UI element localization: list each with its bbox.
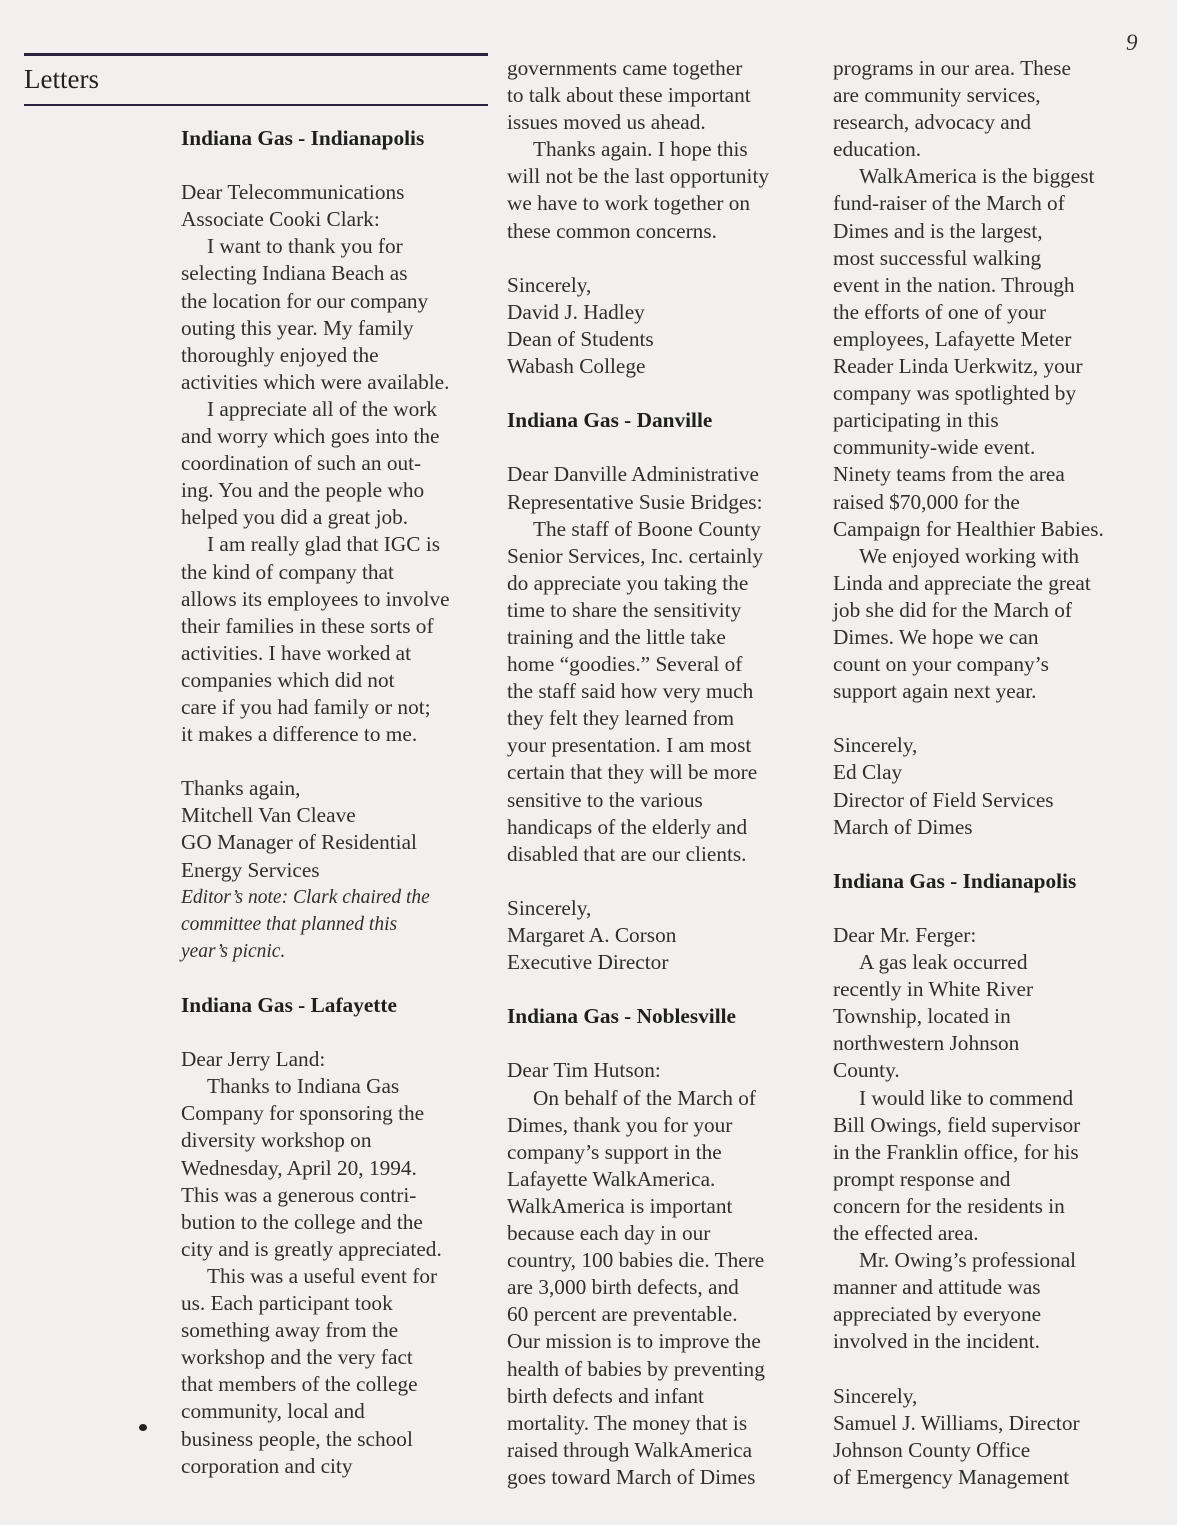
body-text-line: David J. Hadley [507, 299, 645, 324]
body-text-line: selecting Indiana Beach as [181, 261, 408, 286]
body-text-line: it makes a difference to me. [181, 722, 418, 747]
body-text-line: something away from the [181, 1318, 399, 1343]
body-text-line: these common concerns. [507, 218, 717, 243]
editors-note-line: year’s picnic. [181, 940, 286, 962]
body-text-line: Township, located in [833, 1004, 1011, 1029]
paragraph-gap [181, 748, 491, 775]
section-title: Letters [24, 64, 99, 94]
paragraph-gap [181, 965, 491, 992]
body-text-line: Senior Services, Inc. certainly [507, 543, 764, 568]
column-right [833, 55, 1143, 1491]
body-text-line: 60 percent are preventable. [507, 1302, 738, 1327]
paragraph-gap [833, 841, 1143, 868]
body-text-line: Sincerely, [833, 1383, 918, 1408]
body-text-line: involved in the incident. [833, 1329, 1041, 1354]
body-text-line: Thanks again. I hope this [533, 137, 748, 162]
body-text-line: Wabash College [507, 354, 646, 379]
body-text-line: the location for our company [181, 288, 429, 313]
body-text-line: most successful walking [833, 245, 1042, 270]
body-text-line: Our mission is to improve the [507, 1329, 761, 1354]
body-text-line: governments came together [507, 56, 743, 80]
body-text-line: birth defects and infant [507, 1383, 704, 1408]
body-text-line: will not be the last opportunity [507, 164, 770, 189]
body-text-line: Reader Linda Uerkwitz, your [833, 354, 1083, 379]
body-text-line: Margaret A. Corson [507, 923, 677, 947]
letter-heading: Indiana Gas - Noblesville [507, 1004, 736, 1029]
body-text-line: employees, Lafayette Meter [833, 326, 1072, 351]
body-text-line: bution to the college and the [181, 1209, 423, 1234]
paragraph-gap [833, 895, 1143, 922]
body-text-line: companies which did not [181, 667, 395, 692]
body-text-line: raised through WalkAmerica [507, 1437, 753, 1462]
print-speck [139, 1424, 147, 1431]
body-text-line: to talk about these important [507, 83, 751, 108]
body-text-line: appreciated by everyone [833, 1302, 1042, 1327]
body-text-line: manner and attitude was [833, 1275, 1041, 1300]
body-text-line: diversity workshop on [181, 1128, 372, 1153]
body-text-line: community, local and [181, 1399, 365, 1424]
letter-heading: Indiana Gas - Indianapolis [833, 868, 1077, 893]
body-text-line: count on your company’s [833, 652, 1049, 677]
paragraph-gap [507, 868, 812, 895]
body-text-line: Ed Clay [833, 760, 903, 785]
body-text-line: outing this year. My family [181, 315, 414, 340]
body-text-line: in the Franklin office, for his [833, 1139, 1079, 1164]
paragraph-gap [507, 976, 812, 1003]
body-text-line: your presentation. I am most [507, 733, 752, 758]
body-text-line: On behalf of the March of [533, 1085, 756, 1110]
body-text-line: I am really glad that IGC is [207, 532, 441, 557]
body-text-line: their families in these sorts of [181, 613, 434, 638]
body-text-line: We enjoyed working with [859, 543, 1080, 568]
body-text-line: education. [833, 137, 922, 162]
body-text-line: allows its employees to involve [181, 586, 450, 611]
body-text-line: research, advocacy and [833, 110, 1032, 135]
body-text-line: us. Each participant took [181, 1291, 393, 1316]
body-text-line: Dean of Students [507, 326, 654, 351]
editors-note-line: committee that planned this [181, 913, 398, 935]
body-text-line: company’s support in the [507, 1139, 722, 1164]
body-text-line: GO Manager of Residential [181, 830, 417, 855]
letter-heading: Indiana Gas - Danville [507, 408, 713, 433]
paragraph-gap [833, 1356, 1143, 1383]
body-text-line: do appreciate you taking the [507, 570, 749, 595]
body-text-line: fund-raiser of the March of [833, 191, 1065, 216]
body-text-line: Sincerely, [507, 895, 592, 920]
body-text-line: community-wide event. [833, 435, 1036, 460]
body-text-line: handicaps of the elderly and [507, 814, 748, 839]
body-text-line: A gas leak occurred [859, 950, 1028, 975]
body-text-line: Dear Mr. Ferger: [833, 923, 977, 947]
body-text-line: Representative Susie Bridges: [507, 489, 763, 514]
paragraph-gap [181, 1019, 491, 1046]
letter-heading: Indiana Gas - Indianapolis [181, 126, 425, 150]
body-text-line: they felt they learned from [507, 706, 735, 731]
section-rule-bottom [24, 104, 488, 106]
body-text-line: Executive Director [507, 950, 669, 975]
body-text-line: ing. You and the people who [181, 478, 425, 503]
body-text-line: Dear Danville Administrative [507, 462, 759, 487]
body-text-line: This was a useful event for [207, 1263, 438, 1288]
body-text-line: Campaign for Healthier Babies. [833, 516, 1104, 541]
body-text-line: Sincerely, [833, 733, 918, 758]
body-text-line: WalkAmerica is important [507, 1193, 733, 1218]
body-text-line: Ninety teams from the area [833, 462, 1065, 487]
paragraph-gap [833, 705, 1143, 732]
body-text-line: care if you had family or not; [181, 694, 431, 719]
letter-heading: Indiana Gas - Lafayette [181, 993, 397, 1017]
body-text-line: company was spotlighted by [833, 381, 1077, 406]
body-text-line: that members of the college [181, 1372, 418, 1397]
body-text-line: northwestern Johnson [833, 1031, 1020, 1056]
body-text-line: Company for sponsoring the [181, 1101, 425, 1126]
column-middle [507, 55, 812, 1491]
body-text-line: I appreciate all of the work [207, 396, 438, 421]
body-text-line: concern for the residents in [833, 1193, 1065, 1218]
body-text-line: Wednesday, April 20, 1994. [181, 1155, 417, 1180]
body-text-line: issues moved us ahead. [507, 110, 706, 135]
body-text-line: are community services, [833, 83, 1041, 108]
body-text-line: Dear Telecommunications [181, 180, 405, 205]
body-text-line: sensitive to the various [507, 787, 703, 812]
body-text-line: training and the little take [507, 624, 726, 649]
body-text-line: workshop and the very fact [181, 1345, 413, 1370]
body-text-line: Thanks again, [181, 776, 301, 801]
body-text-line: disabled that are our clients. [507, 841, 747, 866]
body-text-line: Mr. Owing’s professional [859, 1248, 1077, 1273]
body-text-line: Bill Owings, field supervisor [833, 1112, 1081, 1137]
body-text-line: time to share the sensitivity [507, 597, 742, 622]
body-text-line: Samuel J. Williams, Director [833, 1410, 1080, 1435]
body-text-line: WalkAmerica is the biggest [859, 164, 1095, 189]
body-text-line: Johnson County Office [833, 1437, 1031, 1462]
body-text-line: and worry which goes into the [181, 424, 440, 449]
body-text-line: Dear Jerry Land: [181, 1047, 326, 1072]
body-text-line: raised $70,000 for the [833, 489, 1020, 514]
body-text-line: home “goodies.” Several of [507, 652, 743, 677]
body-text-line: goes toward March of Dimes [507, 1464, 756, 1489]
body-text-line: country, 100 babies die. There [507, 1248, 765, 1273]
body-text-line: Dimes, thank you for your [507, 1112, 733, 1137]
body-text-line: support again next year. [833, 679, 1037, 704]
body-text-line: because each day in our [507, 1221, 711, 1246]
body-text-line: activities. I have worked at [181, 640, 412, 665]
body-text-line: the kind of company that [181, 559, 394, 584]
editors-note-line: Editor’s note: Clark chaired the [181, 886, 430, 908]
paragraph-gap [507, 380, 812, 407]
body-text-line: Dear Tim Hutson: [507, 1058, 661, 1083]
body-text-line: job she did for the March of [833, 597, 1072, 622]
body-text-line: corporation and city [181, 1453, 353, 1478]
body-text-line: Dimes and is the largest, [833, 218, 1043, 243]
paragraph-gap [181, 152, 491, 179]
body-text-line: programs in our area. These [833, 56, 1071, 80]
body-text-line: we have to work together on [507, 191, 751, 216]
body-text-line: event in the nation. Through [833, 272, 1075, 297]
body-text-line: Associate Cooki Clark: [181, 207, 380, 232]
body-text-line: the staff said how very much [507, 679, 754, 704]
paragraph-gap [507, 1030, 812, 1057]
page-number: 9 [1126, 30, 1138, 55]
body-text-line: Sincerely, [507, 272, 592, 297]
body-text-line: the effected area. [833, 1221, 979, 1246]
body-text-line: city and is greatly appreciated. [181, 1236, 442, 1261]
body-text-line: Lafayette WalkAmerica. [507, 1166, 716, 1191]
body-text-line: Director of Field Services [833, 787, 1054, 812]
body-text-line: health of babies by preventing [507, 1356, 765, 1381]
body-text-line: Dimes. We hope we can [833, 624, 1039, 649]
body-text-line: mortality. The money that is [507, 1410, 748, 1435]
body-text-line: March of Dimes [833, 814, 973, 839]
body-text-line: coordination of such an out- [181, 451, 422, 476]
body-text-line: thoroughly enjoyed the [181, 342, 379, 367]
body-text-line: This was a generous contri- [181, 1182, 417, 1207]
body-text-line: Mitchell Van Cleave [181, 803, 356, 828]
body-text-line: prompt response and [833, 1166, 1011, 1191]
body-text-line: Energy Services [181, 857, 320, 882]
body-text-line: the efforts of one of your [833, 299, 1047, 324]
paragraph-gap [507, 434, 812, 461]
section-rule-top [24, 53, 488, 56]
body-text-line: business people, the school [181, 1426, 413, 1451]
paragraph-gap [507, 245, 812, 272]
body-text-line: Linda and appreciate the great [833, 570, 1091, 595]
body-text-line: County. [833, 1058, 900, 1083]
body-text-line: The staff of Boone County [533, 516, 761, 541]
body-text-line: I want to thank you for [207, 234, 403, 259]
column-left [181, 125, 491, 1480]
body-text-line: of Emergency Management [833, 1464, 1070, 1489]
body-text-line: certain that they will be more [507, 760, 758, 785]
body-text-line: are 3,000 birth defects, and [507, 1275, 739, 1300]
body-text-line: activities which were available. [181, 369, 450, 394]
body-text-line: Thanks to Indiana Gas [207, 1074, 400, 1099]
body-text-line: participating in this [833, 408, 999, 433]
body-text-line: I would like to commend [859, 1085, 1074, 1110]
body-text-line: helped you did a great job. [181, 505, 409, 530]
body-text-line: recently in White River [833, 977, 1034, 1002]
